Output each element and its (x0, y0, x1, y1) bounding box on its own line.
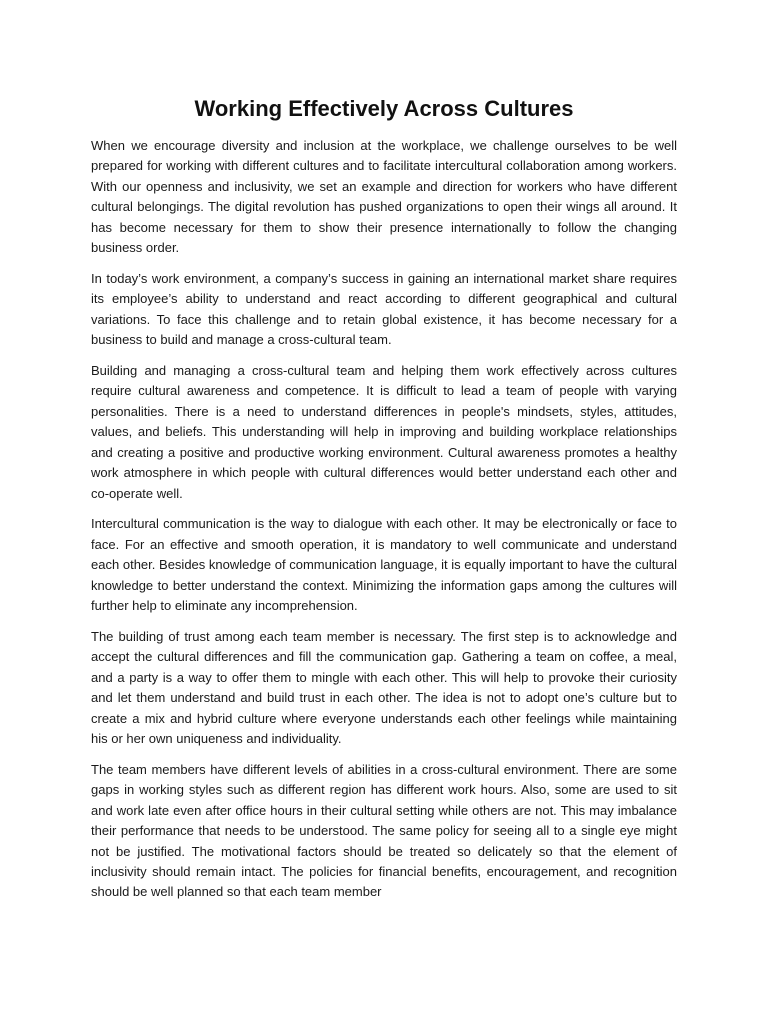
paragraph-2: In today’s work environment, a company’s success in gaining an international market share requires its employee’s ability to understand and react according to different geographical and cultural variations. To face this challenge and to retain global existence, it has become necessary for a business to build and manage a cross-cultural team. (91, 270, 677, 348)
paragraph-6: The team members have different levels of abilities in a cross-cultural environment. There are some gaps in working styles such as different region has different work hours. Also, some are used to sit and work late even after office hours in their cultural setting while others are not. This may imbalance their performance that needs to be understood. The same policy for seeing all to a single eye might not be justified. The motivational factors should be treated so delicately so that the element of inclusivity should remain intact. The policies for financial benefits, encouragement, and recognition should be well planned so that each team member (91, 761, 677, 900)
document-title: Working Effectively Across Cultures (194, 96, 574, 121)
paragraph-5: The building of trust among each team member is necessary. The first step is to acknowledge and accept the cultural differences and fill the communication gap. Gathering a team on coffee, a meal, and a party is a way to offer them to mingle with each other. This will help to provoke their curiosity and let them understand and build trust in each other. The idea is not to adopt one’s culture but to create a mix and hybrid culture where everyone understands each other feelings while maintaining his or her own uniqueness and individuality. (91, 628, 677, 746)
paragraph-4: Intercultural communication is the way to dialogue with each other. It may be electronically or face to face. For an effective and smooth operation, it is mandatory to well communicate and understand each other. Besides knowledge of communication language, it is equally important to have the cultural knowledge to better understand the context. Minimizing the information gaps among the cultures will further help to eliminate any incomprehension. (91, 516, 677, 614)
document-body (91, 136, 677, 903)
paragraph-3: Building and managing a cross-cultural team and helping them work effectively across cultures require cultural awareness and competence. It is difficult to lead a team of people with varying personalities. There is a need to understand differences in people's mindsets, styles, attitudes, values, and beliefs. This understanding will help in improving and building workplace relationships and creating a positive and productive working environment. Cultural awareness promotes a healthy work atmosphere in which people with cultural differences would better understand each other and co-operate well. (91, 363, 677, 501)
paragraph-1: When we encourage diversity and inclusion at the workplace, we challenge ourselves to be well prepared for working with different cultures and to facilitate intercultural collaboration among workers. With our openness and inclusivity, we set an example and direction for workers who have different cultural belongings. The digital revolution has pushed organizations to open their wings all around. It has become necessary for them to show their presence internationally to follow the changing business order. (91, 138, 677, 256)
